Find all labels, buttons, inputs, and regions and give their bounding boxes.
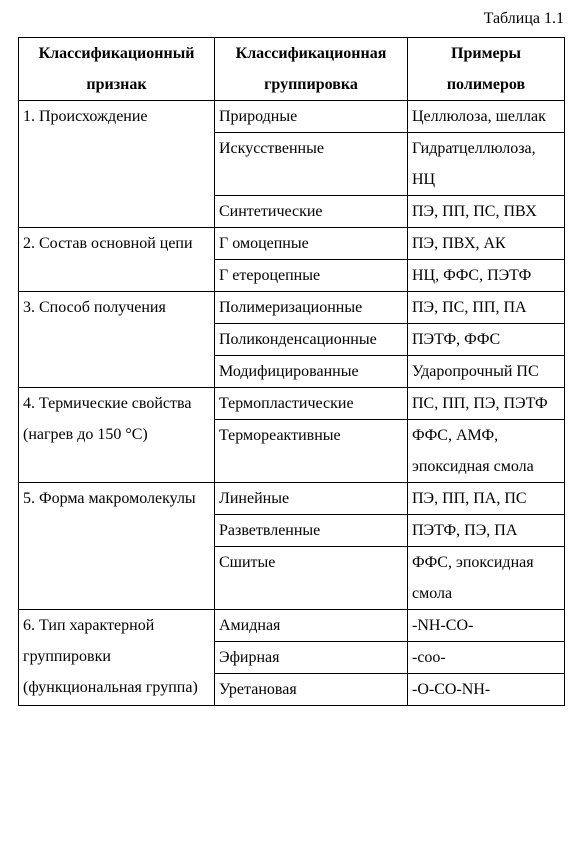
group-cell: Г омоцепные bbox=[215, 228, 408, 260]
examples-cell: ФФС, эпоксидная смола bbox=[408, 547, 565, 610]
feature-cell: 5. Форма макромолекулы bbox=[19, 483, 215, 610]
examples-cell: ФФС, АМФ, эпоксидная смола bbox=[408, 420, 565, 483]
group-cell: Термопластические bbox=[215, 388, 408, 420]
feature-cell: 2. Состав основной цепи bbox=[19, 228, 215, 292]
examples-cell: НЦ, ФФС, ПЭТФ bbox=[408, 260, 565, 292]
group-cell: Амидная bbox=[215, 610, 408, 642]
group-cell: Искусственные bbox=[215, 133, 408, 196]
group-cell: Разветвленные bbox=[215, 515, 408, 547]
header-feature: Классификационный признак bbox=[19, 38, 215, 101]
examples-cell: Гидратцеллюлоза, НЦ bbox=[408, 133, 565, 196]
group-cell: Термореактивные bbox=[215, 420, 408, 483]
table-row bbox=[19, 101, 565, 133]
examples-cell: -NH-CO- bbox=[408, 610, 565, 642]
examples-cell: ПЭ, ПП, ПС, ПВХ bbox=[408, 196, 565, 228]
table-row bbox=[19, 388, 565, 420]
examples-cell: ПЭ, ПВХ, АК bbox=[408, 228, 565, 260]
examples-cell: ПЭТФ, ФФС bbox=[408, 324, 565, 356]
group-cell: Эфирная bbox=[215, 642, 408, 674]
group-cell: Линейные bbox=[215, 483, 408, 515]
group-cell: Модифицированные bbox=[215, 356, 408, 388]
table-row bbox=[19, 292, 565, 324]
feature-cell: 6. Тип характерной группировки (функциональная группа) bbox=[19, 610, 215, 706]
feature-cell: 3. Способ получения bbox=[19, 292, 215, 388]
feature-cell: 1. Происхождение bbox=[19, 101, 215, 228]
group-cell: Г етероцепные bbox=[215, 260, 408, 292]
group-cell: Уретановая bbox=[215, 674, 408, 706]
group-cell: Полимеризационные bbox=[215, 292, 408, 324]
examples-cell: ПЭ, ПС, ПП, ПА bbox=[408, 292, 565, 324]
header-group: Классификационная группировка bbox=[215, 38, 408, 101]
examples-cell: -O-CO-NH- bbox=[408, 674, 565, 706]
table-row bbox=[19, 610, 565, 642]
examples-cell: Ударопрочный ПС bbox=[408, 356, 565, 388]
group-cell: Поликонденсационные bbox=[215, 324, 408, 356]
table-caption: Таблица 1.1 bbox=[483, 10, 564, 27]
group-cell: Синтетические bbox=[215, 196, 408, 228]
examples-cell: ПЭ, ПП, ПА, ПС bbox=[408, 483, 565, 515]
table-header-row bbox=[19, 38, 565, 101]
group-cell: Природные bbox=[215, 101, 408, 133]
table-row bbox=[19, 228, 565, 260]
header-examples: Примеры полимеров bbox=[408, 38, 565, 101]
group-cell: Сшитые bbox=[215, 547, 408, 610]
examples-cell: ПС, ПП, ПЭ, ПЭТФ bbox=[408, 388, 565, 420]
table-row bbox=[19, 483, 565, 515]
examples-cell: -соо- bbox=[408, 642, 565, 674]
polymer-classification-table bbox=[18, 37, 565, 706]
examples-cell: ПЭТФ, ПЭ, ПА bbox=[408, 515, 565, 547]
examples-cell: Целлюлоза, шеллак bbox=[408, 101, 565, 133]
feature-cell: 4. Термические свойства (нагрев до 150 °С) bbox=[19, 388, 215, 483]
